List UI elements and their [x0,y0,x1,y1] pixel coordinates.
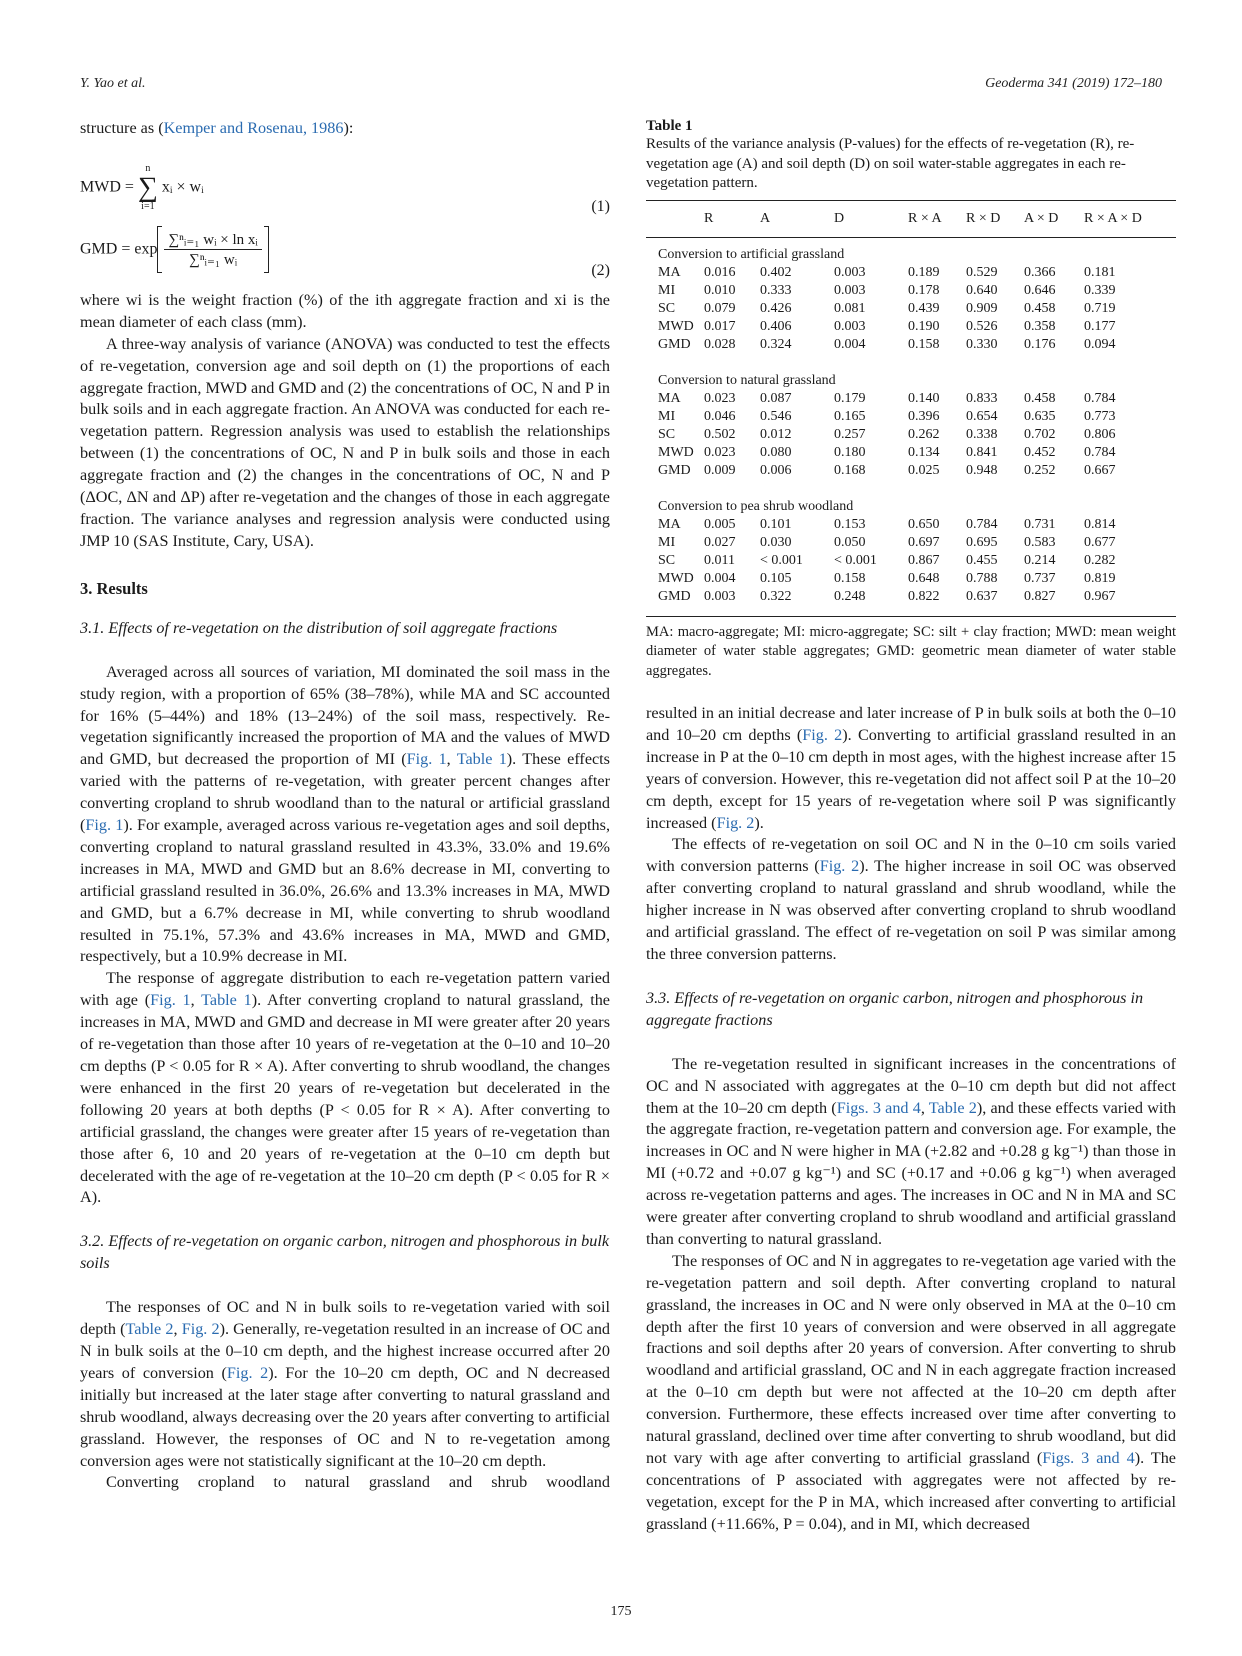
equation-mwd [80,146,610,216]
table-1 [646,118,1176,681]
table-cell: 0.646 [1024,282,1056,298]
ref-figs-3-4[interactable]: Figs. 3 and 4 [836,1098,921,1117]
ref-kemper-rosenau[interactable]: Kemper and Rosenau, 1986 [163,119,344,137]
equation-number-1: (1) [591,197,610,215]
table-row-label: GMD [658,588,691,604]
where-paragraph: where wi is the weight fraction (%) of the ith aggregate fraction and xi is the mean diameter of each class (mm). [80,290,610,331]
table-cell: 0.784 [1084,444,1116,460]
table-cell: 0.338 [966,426,998,442]
table-cell: 0.005 [704,516,736,532]
section-3-2-paragraph-2-start: Converting cropland to natural grassland and shrub woodland [106,1473,610,1492]
ref-fig-2[interactable]: Fig. 2 [819,857,860,876]
table-cell: 0.948 [966,462,998,478]
table-cell: 0.094 [1084,336,1116,352]
table-cell: 0.967 [1084,588,1116,604]
table-1-header-row [646,200,1176,237]
table-row [646,282,1176,300]
ref-table-2[interactable]: Table 2 [928,1098,977,1117]
table-cell: 0.178 [908,282,940,298]
table-cell: 0.406 [760,318,792,334]
table-1-group [646,490,1176,617]
table-cell: 0.004 [834,336,866,352]
table-cell: 0.737 [1024,570,1056,586]
anova-paragraph: A three-way analysis of variance (ANOVA) was conducted to test the effects of re-vegetation, conversion age and soil depth on (1) the proportions of each aggregate fraction, MWD and GMD and (2) the concentrations of OC, N and P in bulk soils and in each aggregate fraction. An ANOVA was conducted for each re-vegetation pattern. Regression analysis was used to establish the relationships between (1) the concentrations of OC, N and P in bulk soils and those in each aggregate fraction and (2) the changes in the concentrations of OC, N and P (ΔOC, ΔN and ΔP) after re-vegetation and the changes of those in each aggregate fraction. The variance analyses and regression analysis were conducted using JMP 10 (SAS Institute, Cary, USA). [80,334,610,550]
table-cell: 0.168 [834,462,866,478]
table-cell: 0.165 [834,408,866,424]
table-1-title: Table 1 [646,118,693,134]
table-cell: 0.017 [704,318,736,334]
table-1-group [646,364,1176,490]
table-group-label: Conversion to pea shrub woodland [658,498,854,514]
table-cell: 0.252 [1024,462,1056,478]
table-cell: 0.257 [834,426,866,442]
table-cell: 0.529 [966,264,998,280]
table-header-cell: R × D [966,210,1001,226]
table-cell: 0.458 [1024,390,1056,406]
table-cell: 0.806 [1084,426,1116,442]
table-cell: 0.009 [704,462,736,478]
right-column [646,118,1176,1536]
table-1-group [646,237,1176,364]
table-cell: 0.153 [834,516,866,532]
table-cell: 0.023 [704,390,736,406]
table-cell: 0.695 [966,534,998,550]
table-row-label: GMD [658,462,691,478]
table-cell: 0.909 [966,300,998,316]
table-cell: 0.650 [908,516,940,532]
table-header-cell: R × A × D [1084,210,1142,226]
section-3-3-heading: 3.3. Effects of re-vegetation on organic carbon, nitrogen and phosphorous in aggregate fractions [646,988,1144,1029]
ref-fig-1[interactable]: Fig. 1 [85,816,124,835]
table-cell: 0.027 [704,534,736,550]
table-cell: 0.667 [1084,462,1116,478]
table-group-row [646,490,1176,516]
table-row-label: MI [658,408,676,424]
table-cell: 0.282 [1084,552,1116,568]
table-cell: 0.105 [760,570,792,586]
equation-gmd-fraction [164,230,261,269]
table-cell: 0.526 [966,318,998,334]
table-cell: 0.439 [908,300,940,316]
section-3-1-paragraph-1: Averaged across all sources of variation, MI dominated the soil mass in the study region, with a proportion of 65% (38–78%), while MA and SC accounted for 16% (5–44%) and 18% (13–24%) of the soil mass, respectively. Re-vegetation significantly increased the proportion of MA and the values of MWD and GMD, but decreased the proportion of MI (Fig. 1, Table 1). These effects varied with the patterns of re-vegetation, with greater percent changes after converting cropland to shrub woodland than to the natural or artificial grassland (Fig. 1). For example, averaged across various re-vegetation ages and soil depths, converting cropland to natural grassland resulted in 43.3%, 33.0% and 19.6% increases in MA, MWD and GMD but an 8.6% decrease in MI, converting to artificial grassland resulted in 36.0%, 26.6% and 13.3% increases in MA, MWD and GMD, but a 6.7% decrease in MI, while converting to shrub woodland resulted in 75.1%, 57.3% and 43.6% increases in MA, MWD and GMD, respectively, but a 10.9% decrease in MI. [80,662,610,966]
ref-fig-2[interactable]: Fig. 2 [226,1363,269,1382]
table-cell: < 0.001 [834,552,877,568]
table-row [646,516,1176,534]
equation-mwd-lhs: MWD = [80,178,134,196]
table-cell: 0.262 [908,426,940,442]
table-cell: 0.012 [760,426,792,442]
table-cell: 0.189 [908,264,940,280]
table-cell: 0.402 [760,264,792,280]
table-cell: 0.841 [966,444,998,460]
table-cell: 0.004 [704,570,736,586]
table-row-label: GMD [658,336,691,352]
section-3-3-paragraph-1: The re-vegetation resulted in significant increases in the concentrations of OC and N associated with aggregates at the 0–10 cm depth but did not affect them at the 10–20 cm depth (Figs. 3 and 4, Table 2), and these effects varied with the aggregate fraction, re-vegetation pattern and conversion age. For example, the increases in OC and N were higher in MA (+2.82 and +0.28 g kg⁻¹) than those in MI (+0.72 and +0.07 g kg⁻¹) and SC (+0.17 and +0.06 g kg⁻¹) when averaged across re-vegetation patterns and ages. The increases in OC and N in MA and SC were greater after converting cropland to shrub woodland and artificial grassland than converting to natural grassland. [646,1054,1176,1248]
equation-intro: structure as (Kemper and Rosenau, 1986): [80,119,354,137]
table-cell: 0.366 [1024,264,1056,280]
table-cell: 0.324 [760,336,792,352]
table-cell: 0.190 [908,318,940,334]
section-3-2-paragraph-2-cont: resulted in an initial decrease and later increase of P in bulk soils at both the 0–10 and 10–20 cm depths (Fig. 2). Converting to artificial grassland resulted in an increase in P at the 0–10 cm depth in most ages, with the highest increase after 15 years of conversion. However, this re-vegetation did not affect soil P at the 10–20 cm depth, except for 15 years of re-vegetation where soil P was significantly increased (Fig. 2). [646,704,1176,832]
table-row [646,444,1176,462]
table-cell: 0.827 [1024,588,1056,604]
table-cell: 0.180 [834,444,866,460]
table-row [646,336,1176,364]
table-group-row [646,237,1176,264]
table-cell: 0.867 [908,552,940,568]
table-cell: 0.458 [1024,300,1056,316]
ref-fig-1[interactable]: Fig. 1 [150,991,191,1010]
table-cell: 0.025 [908,462,940,478]
table-row-label: MI [658,534,676,550]
equation-number-2: (2) [591,261,610,279]
table-row [646,300,1176,318]
table-cell: 0.181 [1084,264,1116,280]
table-header-cell: A [760,210,771,226]
table-cell: 0.028 [704,336,736,352]
table-cell: 0.050 [834,534,866,550]
table-cell: 0.358 [1024,318,1056,334]
table-row [646,318,1176,336]
table-header-cell: A × D [1024,210,1059,226]
table-cell: 0.079 [704,300,736,316]
table-1-caption: Results of the variance analysis (P-values) for the effects of re-vegetation (R), re-vegetation age (A) and soil depth (D) on soil water-stable aggregates in each re-vegetation pattern. [646,136,1135,191]
table-row [646,570,1176,588]
table-row-label: MA [658,516,681,532]
table-cell: 0.455 [966,552,998,568]
table-cell: 0.006 [760,462,792,478]
page-number: 175 [610,1604,632,1619]
equation-gmd-denominator: ∑ⁿᵢ₌₁ wᵢ [189,251,238,268]
ref-fig-2[interactable]: Fig. 2 [181,1320,220,1339]
table-row-label: SC [658,426,676,442]
table-row [646,588,1176,617]
table-cell: < 0.001 [760,552,803,568]
table-group-label: Conversion to natural grassland [658,372,836,388]
table-header-cell: R × A [908,210,942,226]
table-cell: 0.719 [1084,300,1116,316]
table-cell: 0.731 [1024,516,1056,532]
table-cell: 0.773 [1084,408,1116,424]
table-row-label: MWD [658,318,694,334]
running-head-authors: Y. Yao et al. [80,76,146,91]
table-cell: 0.635 [1024,408,1056,424]
table-cell: 0.010 [704,282,736,298]
section-3-2-paragraph-3: The effects of re-vegetation on soil OC and N in the 0–10 cm soils varied with conversion patterns (Fig. 2). The higher increase in soil OC was observed after converting cropland to natural grassland and shrub woodland, while the higher increase in N was observed after converting cropland to shrub woodland and artificial grassland. The effect of re-vegetation on soil P was similar among the three conversion patterns. [646,835,1176,963]
section-3-1-heading: 3.1. Effects of re-vegetation on the distribution of soil aggregate fractions [80,618,558,637]
equation-gmd [80,226,610,290]
table-cell: 0.330 [966,336,998,352]
table-cell: 0.654 [966,408,998,424]
table-cell: 0.784 [966,516,998,532]
table-group-row [646,364,1176,390]
table-cell: 0.677 [1084,534,1116,550]
table-row-label: MA [658,264,681,280]
table-row [646,390,1176,408]
table-cell: 0.003 [834,282,866,298]
table-cell: 0.003 [834,318,866,334]
table-cell: 0.833 [966,390,998,406]
ref-figs-3-4[interactable]: Figs. 3 and 4 [1042,1449,1135,1467]
table-cell: 0.003 [704,588,736,604]
table-row-label: MWD [658,570,694,586]
table-cell: 0.081 [834,300,866,316]
ref-table-2[interactable]: Table 2 [125,1320,174,1339]
table-cell: 0.016 [704,264,736,280]
table-row [646,534,1176,552]
table-row [646,264,1176,282]
table-cell: 0.214 [1024,552,1056,568]
table-cell: 0.788 [966,570,998,586]
section-3-3-paragraph-2: The responses of OC and N in aggregates to re-vegetation age varied with the re-vegetation pattern and soil depth. After converting cropland to natural grassland, the increases in OC and N were only observed in MA at the 0–10 cm depth after the first 10 years of conversion and were observed in all aggregate fractions and soil depths after 20 years of conversion. After converting to shrub woodland and artificial grassland, OC and N in each aggregate fraction increased at the 0–10 cm depth but were not affected at the 10–20 cm depth after conversion. Furthermore, these effects increased over time after converting to natural grassland, declined over time after converting to shrub woodland, but did not vary with age after converting to artificial grassland (Figs. 3 and 4). The concentrations of P associated with aggregates were not affected by re-vegetation, except for the P in MA, which increased after converting to artificial grassland (+11.66%, P = 0.04), and in MI, which decreased [646,1251,1176,1533]
ref-table-1[interactable]: Table 1 [201,991,252,1010]
table-cell: 0.583 [1024,534,1056,550]
table-cell: 0.177 [1084,318,1116,334]
ref-fig-1[interactable]: Fig. 1 [406,750,447,769]
table-cell: 0.339 [1084,282,1116,298]
equation-gmd-lhs: GMD = exp [80,240,158,258]
table-row-label: MWD [658,444,694,460]
table-1-footnote: MA: macro-aggregate; MI: micro-aggregate; SC: silt + clay fraction; MWD: mean weight diameter of water stable aggregates; GMD: geometric mean diameter of water stable aggregates. [646,623,1176,679]
table-cell: 0.158 [834,570,866,586]
table-cell: 0.822 [908,588,940,604]
table-row-label: MI [658,282,676,298]
table-cell: 0.426 [760,300,792,316]
ref-fig-2[interactable]: Fig. 2 [716,813,755,832]
table-header-cell: D [834,210,845,226]
table-cell: 0.784 [1084,390,1116,406]
running-head-journal: Geoderma 341 (2019) 172–180 [985,76,1162,91]
table-cell: 0.819 [1084,570,1116,586]
equation-gmd-bracket [157,226,268,273]
table-1-grid [646,200,1176,617]
section-3-heading: 3. Results [80,578,148,598]
table-cell: 0.011 [704,552,735,568]
equation-gmd-numerator: ∑ⁿᵢ₌₁ wᵢ × ln xᵢ [164,230,261,250]
section-3-2-heading: 3.2. Effects of re-vegetation on organic carbon, nitrogen and phosphorous in bulk soils [80,1232,610,1273]
left-column [80,118,610,1494]
section-3-1-paragraph-2: The response of aggregate distribution to each re-vegetation pattern varied with age (Fig. 1, Table 1). After converting cropland to natural grassland, the increases in MA, MWD and GMD and decrease in MI were greater after 20 years of re-vegetation than those after 10 years of re-vegetation at the 0–10 and 10–20 cm depths (P < 0.05 for R × A). After converting to shrub woodland, the changes were enhanced in the first 20 years of re-vegetation but decelerated in the following 20 years at both depths (P < 0.05 for R × A). After converting to artificial grassland, the changes were greater after 15 years of re-vegetation than those after 6, 10 and 20 years of re-vegetation at the 0–10 cm depth but decelerated with the age of re-vegetation at the 10–20 cm depth (P < 0.05 for R × A). [80,969,610,1207]
sum-symbol: n ∑ i=1 [137,162,158,212]
table-cell: 0.003 [834,264,866,280]
table-cell: 0.502 [704,426,736,442]
table-cell: 0.452 [1024,444,1056,460]
table-cell: 0.640 [966,282,998,298]
table-cell: 0.648 [908,570,940,586]
table-cell: 0.814 [1084,516,1116,532]
table-cell: 0.023 [704,444,736,460]
table-row-label: MA [658,390,681,406]
table-cell: 0.697 [908,534,940,550]
table-cell: 0.046 [704,408,736,424]
section-3-2-paragraph-1: The responses of OC and N in bulk soils to re-vegetation varied with soil depth (Table 2, Fig. 2). Generally, re-vegetation resulted in an increase of OC and N in bulk soils at the 0–10 cm depth, and the highest increase occurred after 20 years of conversion (Fig. 2). For the 10–20 cm depth, OC and N decreased initially but increased at the later stage after converting to natural grassland and shrub woodland, always decreasing over the 20 years after converting to artificial grassland. However, the responses of OC and N to re-vegetation among conversion ages were not statistically significant at the 10–20 cm depth. [80,1298,611,1470]
table-row [646,462,1176,490]
equation-mwd-body: xᵢ × wᵢ [161,178,204,196]
ref-table-1[interactable]: Table 1 [456,750,507,769]
table-cell: 0.248 [834,588,866,604]
table-cell: 0.179 [834,390,866,406]
table-header-cell: R [704,210,714,226]
table-row [646,552,1176,570]
table-cell: 0.333 [760,282,792,298]
table-group-label: Conversion to artificial grassland [658,246,845,262]
table-cell: 0.176 [1024,336,1056,352]
table-cell: 0.322 [760,588,792,604]
table-cell: 0.080 [760,444,792,460]
table-cell: 0.396 [908,408,940,424]
table-cell: 0.637 [966,588,998,604]
table-row [646,426,1176,444]
table-cell: 0.134 [908,444,940,460]
table-row-label: SC [658,300,676,316]
table-row [646,408,1176,426]
table-cell: 0.158 [908,336,940,352]
table-cell: 0.546 [760,408,792,424]
table-header-cell [646,200,704,237]
table-cell: 0.087 [760,390,792,406]
table-cell: 0.140 [908,390,940,406]
table-row-label: SC [658,552,676,568]
table-cell: 0.702 [1024,426,1056,442]
ref-fig-2[interactable]: Fig. 2 [802,725,843,744]
table-cell: 0.101 [760,516,792,532]
table-cell: 0.030 [760,534,792,550]
